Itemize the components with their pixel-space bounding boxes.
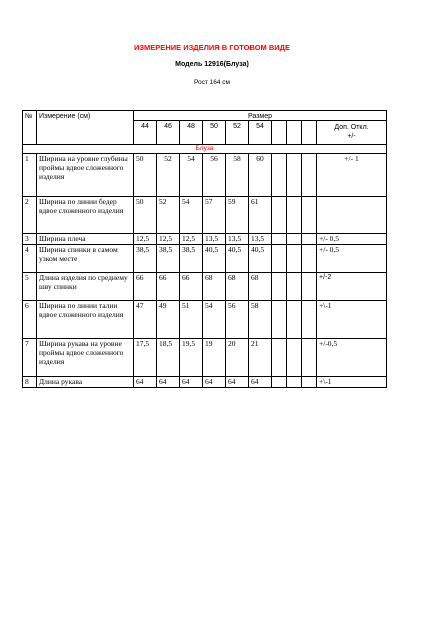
row-measurement: Ширина на уровне глубины проймы вдвое сложенного изделия [37, 154, 134, 197]
row-value [302, 339, 317, 377]
size-col-1: 44 [134, 121, 157, 145]
row-value: 59 [226, 197, 249, 234]
tolerance-sign: +/- [347, 133, 356, 140]
model-name: Модель 12916(Блуза) [175, 61, 249, 68]
row-value: 18,5 [157, 339, 180, 377]
row-value: 50 [134, 154, 157, 197]
row-value: 64 [134, 377, 157, 388]
row-value: 13,5 [226, 234, 249, 245]
row-measurement: Ширина плеча [37, 234, 134, 245]
size-col-2: 46 [157, 121, 180, 145]
size-col-4: 50 [203, 121, 226, 145]
row-value: 61 [249, 197, 272, 234]
row-value [272, 154, 287, 197]
row-value: 12,5 [157, 234, 180, 245]
row-measurement: Длина изделия по среднему шву спинки [37, 273, 134, 301]
row-value: 64 [180, 377, 203, 388]
row-measurement: Ширина рукава на уровне проймы вдвое сложенного изделия [37, 339, 134, 377]
table-row [23, 197, 387, 234]
row-measurement: Ширина спинки в самом узком месте [37, 245, 134, 273]
size-col-9 [302, 121, 317, 145]
row-value [302, 301, 317, 339]
size-col-6: 54 [249, 121, 272, 145]
row-value: 13,5 [203, 234, 226, 245]
row-value [287, 197, 302, 234]
row-tolerance: +\-1 [317, 301, 387, 339]
table-row [23, 234, 387, 245]
row-value [302, 245, 317, 273]
row-value: 54 [180, 154, 203, 197]
row-value: 68 [203, 273, 226, 301]
row-value: 40,5 [249, 245, 272, 273]
tolerance-label: Доп. Откл. [334, 124, 369, 131]
row-value: 60 [249, 154, 272, 197]
row-value: 64 [226, 377, 249, 388]
row-value [302, 273, 317, 301]
row-num: 4 [23, 245, 37, 273]
row-value: 68 [226, 273, 249, 301]
row-num: 3 [23, 234, 37, 245]
row-value [302, 154, 317, 197]
row-value: 66 [157, 273, 180, 301]
row-value: 66 [134, 273, 157, 301]
size-col-5: 52 [226, 121, 249, 145]
row-measurement: Длина рукава [37, 377, 134, 388]
row-value: 58 [226, 154, 249, 197]
section-label: Блуза [23, 145, 387, 154]
row-value [287, 234, 302, 245]
row-value: 20 [226, 339, 249, 377]
row-tolerance: +/-0,5 [317, 339, 387, 377]
row-measurement: Ширина по линии бедер вдвое сложенного изделия [37, 197, 134, 234]
row-value: 66 [180, 273, 203, 301]
row-value: 54 [180, 197, 203, 234]
row-measurement: Ширина по линии талии вдвое сложенного изделия [37, 301, 134, 339]
row-value [287, 273, 302, 301]
row-value [272, 339, 287, 377]
row-value [272, 245, 287, 273]
row-tolerance: +\-1 [317, 377, 387, 388]
row-value [272, 234, 287, 245]
size-col-8 [287, 121, 302, 145]
row-value: 50 [134, 197, 157, 234]
row-value [287, 377, 302, 388]
row-value: 17,5 [134, 339, 157, 377]
row-value: 38,5 [134, 245, 157, 273]
row-value [272, 301, 287, 339]
size-col-7 [272, 121, 287, 145]
row-value: 56 [226, 301, 249, 339]
row-tolerance: +/- 0,5 [317, 245, 387, 273]
row-value: 57 [203, 197, 226, 234]
row-value: 52 [157, 197, 180, 234]
row-num: 5 [23, 273, 37, 301]
table-row [23, 301, 387, 339]
row-value: 52 [157, 154, 180, 197]
row-value: 19,5 [180, 339, 203, 377]
size-col-3: 48 [180, 121, 203, 145]
row-value: 40,5 [203, 245, 226, 273]
row-value: 49 [157, 301, 180, 339]
row-value: 56 [203, 154, 226, 197]
row-tolerance: +/- 0,5 [317, 234, 387, 245]
row-value [272, 377, 287, 388]
header-tolerance [317, 121, 387, 145]
row-value: 12,5 [134, 234, 157, 245]
table-row [23, 273, 387, 301]
row-value: 13,5 [249, 234, 272, 245]
row-num: 1 [23, 154, 37, 197]
row-value: 40,5 [226, 245, 249, 273]
row-value [302, 234, 317, 245]
table-row [23, 154, 387, 197]
row-value [287, 154, 302, 197]
row-value [302, 377, 317, 388]
row-value [302, 197, 317, 234]
row-value [272, 273, 287, 301]
row-value: 38,5 [157, 245, 180, 273]
row-value: 68 [249, 273, 272, 301]
model-height: Рост 164 см [193, 79, 231, 86]
row-value: 54 [203, 301, 226, 339]
header-num: № [23, 111, 37, 145]
table-row [23, 339, 387, 377]
row-value [272, 197, 287, 234]
row-value: 21 [249, 339, 272, 377]
row-value: 64 [157, 377, 180, 388]
section-row [23, 145, 387, 154]
row-tolerance: +/-2 [317, 273, 387, 301]
header-size: Размер [134, 111, 387, 121]
row-value: 64 [249, 377, 272, 388]
row-tolerance: +/- 1 [317, 154, 387, 197]
row-value: 64 [203, 377, 226, 388]
row-value: 38,5 [180, 245, 203, 273]
row-tolerance [317, 197, 387, 234]
measurement-table [22, 110, 387, 388]
row-value: 47 [134, 301, 157, 339]
row-value: 58 [249, 301, 272, 339]
table-row [23, 245, 387, 273]
table-row [23, 377, 387, 388]
row-num: 8 [23, 377, 37, 388]
row-value [287, 339, 302, 377]
document-title: ИЗМЕРЕНИЕ ИЗДЕЛИЯ В ГОТОВОМ ВИДЕ [133, 43, 291, 52]
row-value [287, 245, 302, 273]
header-measurement: Измерение (см) [37, 111, 134, 145]
row-value: 51 [180, 301, 203, 339]
row-value [287, 301, 302, 339]
header-row-top [23, 111, 387, 121]
row-num: 2 [23, 197, 37, 234]
row-value: 19 [203, 339, 226, 377]
row-value: 12,5 [180, 234, 203, 245]
row-num: 6 [23, 301, 37, 339]
row-num: 7 [23, 339, 37, 377]
